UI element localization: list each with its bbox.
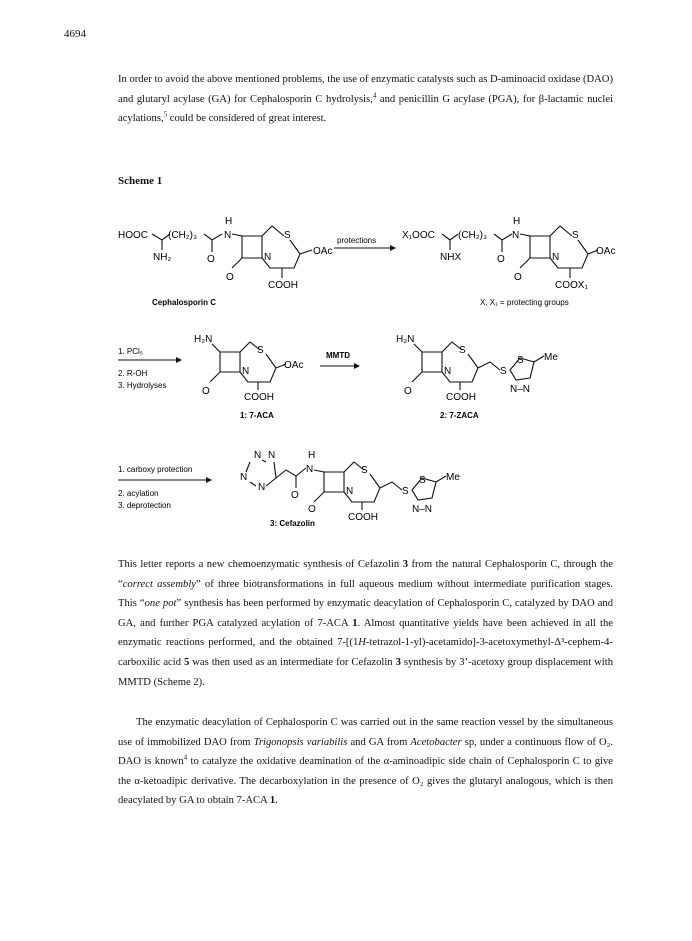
cephalosporin-c-caption: Cephalosporin C xyxy=(152,298,217,307)
tetrazole-n4-label: N xyxy=(258,482,266,493)
7-zaca-caption: 2: 7-ZACA xyxy=(440,411,479,420)
aca-n-label: N xyxy=(242,366,250,377)
step-1-label: 1. PCl₅ xyxy=(118,347,144,356)
chain-label: (CH₂)₃ xyxy=(168,230,198,241)
zaca-nn-label: N–N xyxy=(510,384,531,395)
tetrazole-n2-label: N xyxy=(268,450,276,461)
reaction-scheme xyxy=(0,190,692,535)
cefazolin-s2-label: S xyxy=(402,486,409,497)
protected-sulfur-label: S xyxy=(572,230,579,241)
cefazolin-nn-label: N–N xyxy=(412,504,433,515)
body-paragraph-1: This letter reports a new chemoenzymatic synthesis of Cefazolin 3 from the natural Cephalosporin C, through the “correct assembly” of three biotransformations in full aqueous medium without intermediate purification stages. This “one pot” synthesis has been performed by enzymatic deacylation of Cephalosporin C, catalyzed by DAO and GA, and further PGA catalyzed acylation of 7-ACA 1. Almost quantitative yields have been achieved in all the enzymatic reactions performed, and the obtained 7-[(1H-tetrazol-1-yl)-acetamido]-3-acetoxymethyl-Δ³-cephem-4-carboxilic acid 5 was then used as an intermediate for Cefazolin 3 synthesis by 3’-acetoxy group displacement with MMTD (Scheme 2). xyxy=(118,559,614,688)
zaca-me-label: Me xyxy=(544,352,558,363)
protected-coox-label: COOX₁ xyxy=(555,280,588,291)
cefazolin-lactam-o-label: O xyxy=(308,504,316,515)
mmtd-label: MMTD xyxy=(326,351,350,360)
zaca-s1-label: S xyxy=(459,345,466,356)
aca-amine-label: H₂N xyxy=(194,334,213,345)
cooh-label: COOH xyxy=(268,280,298,291)
cephalosporin-c-structure xyxy=(118,216,332,307)
cefazolin-nh-label: N xyxy=(306,464,314,475)
step-deprotection-label: 3. deprotection xyxy=(118,501,171,510)
zaca-amine-label: H₂N xyxy=(396,334,415,345)
protected-acid-label: X₁OOC xyxy=(402,230,435,241)
7-aca-caption: 1: 7-ACA xyxy=(240,411,274,420)
cefazolin-structure xyxy=(240,450,460,528)
step-3-label: 3. Hydrolyses xyxy=(118,381,167,390)
steps-arrow-1 xyxy=(118,347,182,390)
step-carboxy-protection-label: 1. carboxy protection xyxy=(118,465,193,474)
aca-o-label: O xyxy=(202,386,210,397)
cefazolin-cooh-label: COOH xyxy=(348,512,378,523)
cefazolin-caption: 3: Cefazolin xyxy=(270,519,315,528)
protecting-groups-caption: X, X₁ = protecting groups xyxy=(480,298,569,307)
protected-oac-label: OAc xyxy=(596,246,616,257)
cefazolin-thiadiazole-s-label: S xyxy=(419,475,426,486)
cefazolin-amide-o-label: O xyxy=(291,490,299,501)
tetrazole-n3-label: N xyxy=(240,472,248,483)
aca-oac-label: OAc xyxy=(284,360,304,371)
body-paragraph-2: The enzymatic deacylation of Cephalosporin C was carried out in the same reaction vessel by the simultaneous use of immobilized DAO from Trigonopsis variabilis and GA from Acetobacter sp, under a continuous flow of O₂. DAO is known$^4$ to catalyze the oxidative deamination of the α-aminoadipic side chain of Cephalosporin C to give the α-ketoadipic derivative. The decarboxylation in the presence of O₂ gives the glutaryl analogous, which is then deacylated by GA to obtain 7-ACA 1. xyxy=(118,717,613,807)
protected-lactam-o-label: O xyxy=(514,272,522,283)
sulfur-label: S xyxy=(284,230,291,241)
tetrazole-n1-label: N xyxy=(254,450,262,461)
zaca-cooh-label: COOH xyxy=(446,392,476,403)
mmtd-arrow xyxy=(320,351,360,369)
zaca-s2-label: S xyxy=(500,366,507,377)
cefazolin-me-label: Me xyxy=(446,472,460,483)
protected-nh-label: N xyxy=(512,230,520,241)
protections-label: protections xyxy=(337,236,377,245)
protected-amide-o-label: O xyxy=(497,254,505,265)
protected-ring-n-label: N xyxy=(552,252,560,263)
7-aca-structure xyxy=(194,334,303,420)
protected-h-label: H xyxy=(513,216,521,227)
nh-label: N xyxy=(224,230,232,241)
acid-label: HOOC xyxy=(118,230,148,241)
page-number: 4694 xyxy=(64,28,86,40)
oac-label: OAc xyxy=(313,246,333,257)
ring-n-label: N xyxy=(264,252,272,263)
cefazolin-h-label: H xyxy=(308,450,316,461)
protected-chain-label: (CH₂)₃ xyxy=(458,230,488,241)
amide-o-label: O xyxy=(207,254,215,265)
intro-paragraph: In order to avoid the above mentioned problems, the use of enzymatic catalysts such as D-aminoacid oxidase (DAO) and glutaryl acylase (GA) for Cephalosporin C hydrolysis,$^4$ and penicillin G acylase (PGA), for β-lactamic nuclei acylations,$^5$ could be considered of great interest. xyxy=(118,74,614,125)
zaca-thiadiazole-s-label: S xyxy=(517,355,524,366)
protected-cephalosporin-structure xyxy=(402,216,615,307)
h-label: H xyxy=(225,216,233,227)
cefazolin-s1-label: S xyxy=(361,465,368,476)
protected-amine-label: NHX xyxy=(440,252,462,263)
cefazolin-n-label: N xyxy=(346,486,354,497)
zaca-n-label: N xyxy=(444,366,452,377)
protections-arrow xyxy=(334,236,396,251)
lactam-o-label: O xyxy=(226,272,234,283)
aca-cooh-label: COOH xyxy=(244,392,274,403)
scheme-title: Scheme 1 xyxy=(118,175,163,187)
amine-label: NH₂ xyxy=(153,252,172,263)
zaca-o-label: O xyxy=(404,386,412,397)
steps-arrow-2 xyxy=(118,465,212,510)
7-zaca-structure xyxy=(396,334,558,420)
step-2-label: 2. R-OH xyxy=(118,369,148,378)
aca-s-label: S xyxy=(257,345,264,356)
step-acylation-label: 2. acylation xyxy=(118,489,159,498)
